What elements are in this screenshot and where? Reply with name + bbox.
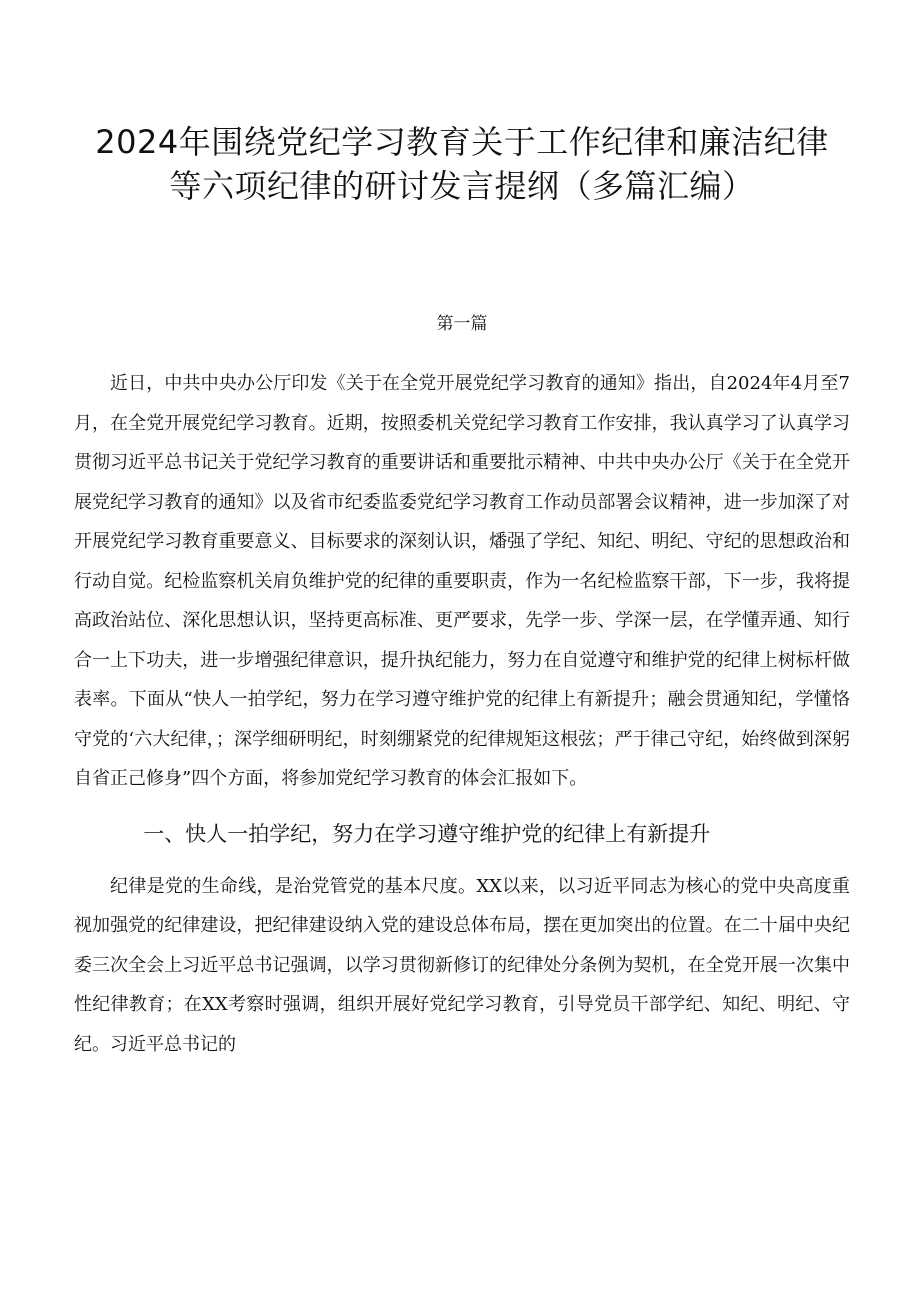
document-title: [74, 120, 850, 208]
part-label: 第一篇: [436, 314, 488, 334]
body-paragraph-1: 近日，中共中央办公厅印发《关于在全党开展党纪学习教育的通知》指出，自2024年4月至7月，在全党开展党纪学习教育。近期，按照委机关党纪学习教育工作安排，我认真学习了认真学习贯彻习近平总书记关于党纪学习教育的重要讲话和重要批示精神、中共中央办公厅《关于在全党开展党纪学习教育的通知》以及省市纪委监委党纪学习教育工作动员部署会议精神，进一步加深了对开展党纪学习教育重要意义、目标要求的深刻认识，燔强了学纪、知纪、明纪、守纪的思想政治和行动自觉。纪检监察机关肩负维护党的纪律的重要职责，作为一名纪检监察干部，下一步，我将提高政治站位、深化思想认识，坚持更高标准、更严要求，先学一步、学深一层，在学懂弄通、知行合一上下功夫，进一步增强纪律意识，提升执纪能力，努力在自觉遵守和维护党的纪律上树标杆做表率。下面从“快人一拍学纪，努力在学习遵守维护党的纪律上有新提升；融会贯通知纪，学懂恪守党的‘六大纪律，；深学细研明纪，时刻绷紧党的纪律规矩这根弦；严于律己守纪，始终做到深躬自省正己修身”四个方面，将参加党纪学习教育的体会汇报如下。: [74, 373, 850, 789]
body-paragraph-2: 纪律是党的生命线，是治党管党的基本尺度。XX以来，以习近平同志为核心的党中央高度重视加强党的纪律建设，把纪律建设纳入党的建设总体布局，摆在更加突出的位置。在二十届中央纪委三次全会上习近平总书记强调，以学习贯彻新修订的纪律处分条例为契机，在全党开展一次集中性纪律教育；在XX考察时强调，组织开展好党纪学习教育，引导党员干部学纪、知纪、明纪、守纪。习近平总书记的: [74, 875, 850, 1055]
section-heading-1: 一、快人一拍学纪，努力在学习遵守维护党的纪律上有新提升: [143, 821, 711, 846]
document-title-line-2: 等六项纪律的研讨发言提纲（多篇汇编）: [169, 167, 755, 205]
document-title-line-1: 2024年围绕党纪学习教育关于工作纪律和廉洁纪律: [95, 123, 829, 161]
